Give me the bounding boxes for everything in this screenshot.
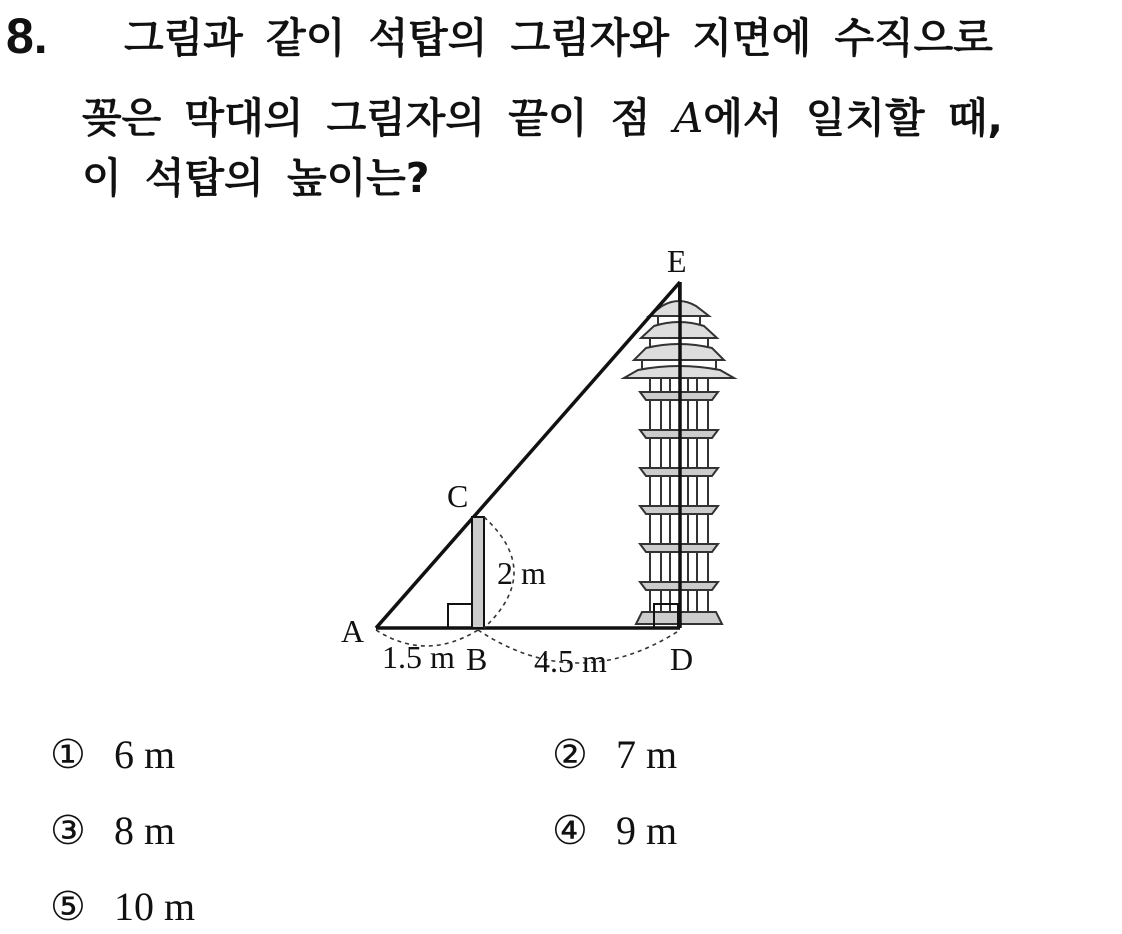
choice-text-4: 9 m: [616, 808, 678, 853]
choice-text-1: 6 m: [114, 732, 176, 777]
question-text-line-2-end: 에서 일치할 때,: [703, 94, 1004, 142]
point-label-b: B: [466, 641, 488, 677]
question-text-line-1: 그림과 같이 석탑의 그림자와 지면에 수직으로: [124, 14, 993, 62]
measure-label-bd: 4.5 m: [534, 643, 607, 679]
question-text-line-3: 이 석탑의 높이는?: [82, 154, 430, 202]
right-angle-mark-b: [448, 604, 472, 628]
answer-choice-2[interactable]: [552, 730, 677, 780]
question-text-line-2-start: 꽂은 막대의 그림자의 끝이 점: [82, 94, 674, 142]
choice-marker-5: ⑤: [50, 884, 86, 929]
question-number: 8.: [6, 8, 48, 64]
choice-marker-4: ④: [552, 808, 588, 853]
choice-marker-2: ②: [552, 732, 588, 777]
choice-text-2: 7 m: [616, 732, 678, 777]
choice-text-5: 10 m: [114, 884, 196, 929]
answer-choice-3[interactable]: [50, 806, 175, 856]
point-a-variable: A: [673, 94, 704, 142]
point-label-e: E: [667, 243, 687, 279]
choice-marker-1: ①: [50, 732, 86, 777]
choice-text-3: 8 m: [114, 808, 176, 853]
measure-label-bc: 2 m: [497, 555, 546, 591]
stick-bc: [472, 517, 484, 628]
point-label-d: D: [670, 641, 694, 677]
choice-marker-3: ③: [50, 808, 86, 853]
point-label-c: C: [447, 478, 469, 514]
measure-label-ab: 1.5 m: [382, 639, 455, 675]
answer-choice-5[interactable]: [50, 882, 195, 932]
answer-choice-1[interactable]: [50, 730, 175, 780]
answer-choice-4[interactable]: [552, 806, 677, 856]
point-label-a: A: [341, 613, 365, 649]
